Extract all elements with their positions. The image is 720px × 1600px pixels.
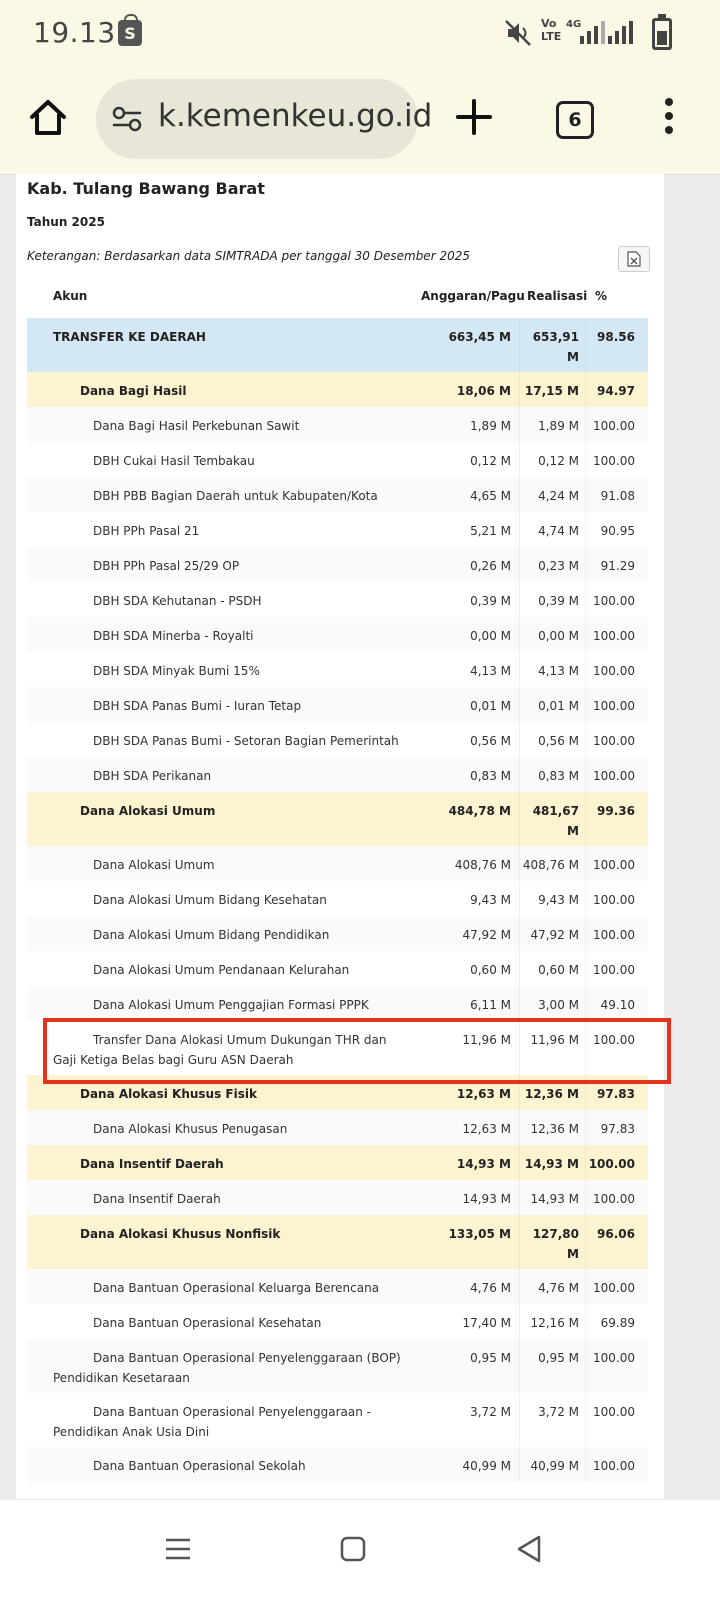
browser-toolbar xyxy=(0,66,720,175)
status-bar xyxy=(0,0,720,66)
header-account: Akun xyxy=(53,289,88,303)
account-name: DBH PPh Pasal 21 xyxy=(93,524,200,538)
percent-value: 100.00 xyxy=(593,1033,635,1047)
column-divider xyxy=(519,1269,520,1304)
percent-value: 100.00 xyxy=(593,1459,635,1473)
table-group-row xyxy=(27,372,648,407)
realization-value: 0,60 M xyxy=(538,963,579,977)
content-card xyxy=(16,174,664,1499)
column-divider xyxy=(519,1180,520,1215)
realization-value: 127,80 M xyxy=(532,1227,579,1261)
realization-value: 0,12 M xyxy=(538,454,579,468)
column-divider xyxy=(519,916,520,951)
excel-file-icon xyxy=(627,251,641,267)
volte-icon xyxy=(541,17,561,43)
budget-value: 4,13 M xyxy=(470,664,511,678)
highlight-box xyxy=(43,1018,671,1084)
realization-value: 12,16 M xyxy=(530,1316,579,1330)
percent-value: 96.06 xyxy=(597,1227,635,1241)
account-name: Dana Bantuan Operasional Penyelenggaraan (BOP) Pendidikan Kesetaraan xyxy=(53,1351,401,1385)
percent-value: 100.00 xyxy=(593,664,635,678)
column-divider xyxy=(519,722,520,757)
column-divider xyxy=(519,407,520,442)
mute-icon xyxy=(503,18,533,48)
budget-value: 663,45 M xyxy=(448,330,511,344)
home-icon[interactable] xyxy=(28,98,68,138)
budget-value: 4,76 M xyxy=(470,1281,511,1295)
table-row xyxy=(27,547,648,582)
table-group-row xyxy=(27,1215,648,1269)
account-name: Dana Alokasi Umum xyxy=(93,858,215,872)
column-divider xyxy=(585,951,586,986)
realization-value: 47,92 M xyxy=(530,928,579,942)
column-divider xyxy=(585,407,586,442)
volte-label-bottom: LTE xyxy=(541,30,562,43)
column-divider xyxy=(519,1447,520,1482)
realization-value: 0,95 M xyxy=(538,1351,579,1365)
column-divider xyxy=(585,986,586,1021)
percent-value: 100.00 xyxy=(593,1351,635,1365)
budget-value: 0,26 M xyxy=(470,559,511,573)
account-name: DBH SDA Minyak Bumi 15% xyxy=(93,664,260,678)
column-divider xyxy=(585,1180,586,1215)
column-divider xyxy=(519,652,520,687)
budget-value: 0,01 M xyxy=(470,699,511,713)
budget-table xyxy=(27,318,648,1482)
budget-value: 12,63 M xyxy=(456,1087,511,1101)
percent-value: 98.56 xyxy=(597,330,635,344)
percent-value: 69.89 xyxy=(600,1316,635,1330)
column-divider xyxy=(585,881,586,916)
account-name: Dana Alokasi Khusus Nonfisik xyxy=(80,1227,281,1241)
percent-value: 100.00 xyxy=(593,1281,635,1295)
column-divider xyxy=(519,986,520,1021)
column-divider xyxy=(585,757,586,792)
budget-value: 0,39 M xyxy=(470,594,511,608)
table-row xyxy=(27,1339,648,1393)
account-name: DBH SDA Panas Bumi - Setoran Bagian Pemerintah xyxy=(93,734,399,748)
column-divider xyxy=(519,687,520,722)
realization-value: 0,56 M xyxy=(538,734,579,748)
column-divider xyxy=(519,846,520,881)
realization-value: 12,36 M xyxy=(524,1087,579,1101)
recent-apps-icon[interactable] xyxy=(165,1536,191,1562)
realization-value: 4,13 M xyxy=(538,664,579,678)
table-row xyxy=(27,582,648,617)
column-divider xyxy=(519,1145,520,1180)
account-name: Dana Insentif Daerah xyxy=(80,1157,224,1171)
table-row xyxy=(27,1269,648,1304)
realization-value: 408,76 M xyxy=(522,858,579,872)
account-name: DBH PPh Pasal 25/29 OP xyxy=(93,559,240,573)
budget-value: 11,96 M xyxy=(462,1033,511,1047)
table-row xyxy=(27,1393,648,1447)
percent-value: 100.00 xyxy=(593,893,635,907)
account-name: DBH Cukai Hasil Tembakau xyxy=(93,454,255,468)
realization-value: 14,93 M xyxy=(530,1192,579,1206)
column-divider xyxy=(519,1339,520,1393)
table-row xyxy=(27,916,648,951)
system-navigation-bar xyxy=(0,1500,720,1600)
table-row xyxy=(27,512,648,547)
column-divider xyxy=(585,1269,586,1304)
budget-value: 3,72 M xyxy=(470,1405,511,1419)
address-bar[interactable] xyxy=(96,79,433,159)
realization-value: 0,01 M xyxy=(538,699,579,713)
account-name: Dana Bantuan Operasional Kesehatan xyxy=(93,1316,322,1330)
page-title: Kab. Tulang Bawang Barat xyxy=(27,179,265,198)
column-divider xyxy=(585,846,586,881)
percent-value: 100.00 xyxy=(588,1157,635,1171)
table-row xyxy=(27,652,648,687)
realization-value: 17,15 M xyxy=(524,384,579,398)
budget-value: 0,95 M xyxy=(470,1351,511,1365)
table-row xyxy=(27,757,648,792)
tab-switcher-button[interactable]: 6 xyxy=(556,101,594,139)
column-divider xyxy=(585,722,586,757)
percent-value: 100.00 xyxy=(593,963,635,977)
budget-value: 6,11 M xyxy=(470,998,511,1012)
table-row xyxy=(27,722,648,757)
network-type: 4G xyxy=(566,19,582,30)
column-divider xyxy=(585,916,586,951)
column-divider xyxy=(585,1393,586,1447)
account-name: Dana Alokasi Umum xyxy=(80,804,216,818)
budget-value: 484,78 M xyxy=(448,804,511,818)
column-divider xyxy=(585,442,586,477)
back-icon[interactable] xyxy=(514,1534,544,1564)
realization-value: 11,96 M xyxy=(530,1033,579,1047)
header-budget: Anggaran/Pagu xyxy=(421,289,525,303)
account-name: Dana Bantuan Operasional Sekolah xyxy=(93,1459,306,1473)
percent-value: 99.36 xyxy=(597,804,635,818)
table-row xyxy=(27,1304,648,1339)
realization-value: 0,23 M xyxy=(538,559,579,573)
percent-value: 91.08 xyxy=(600,489,635,503)
page-year: Tahun 2025 xyxy=(27,215,105,229)
budget-value: 408,76 M xyxy=(454,858,511,872)
table-row xyxy=(27,846,648,881)
budget-value: 0,56 M xyxy=(470,734,511,748)
column-divider xyxy=(519,547,520,582)
column-divider xyxy=(519,372,520,407)
account-name: Dana Alokasi Umum Pendanaan Kelurahan xyxy=(93,963,350,977)
table-group-row xyxy=(27,792,648,846)
column-divider xyxy=(519,1304,520,1339)
table-header xyxy=(27,286,648,316)
column-divider xyxy=(519,442,520,477)
column-divider xyxy=(585,652,586,687)
account-name: DBH SDA Kehutanan - PSDH xyxy=(93,594,262,608)
realization-value: 4,74 M xyxy=(538,524,579,538)
column-divider xyxy=(585,1304,586,1339)
account-name: Dana Bagi Hasil Perkebunan Sawit xyxy=(93,419,300,433)
url-text: k.kemenkeu.go.id xyxy=(158,98,433,134)
table-row xyxy=(27,617,648,652)
percent-value: 97.83 xyxy=(597,1087,635,1101)
table-row xyxy=(27,407,648,442)
budget-value: 12,63 M xyxy=(462,1122,511,1136)
budget-value: 14,93 M xyxy=(462,1192,511,1206)
budget-value: 0,60 M xyxy=(470,963,511,977)
percent-value: 49.10 xyxy=(600,998,635,1012)
percent-value: 97.83 xyxy=(600,1122,635,1136)
account-name: Transfer Dana Alokasi Umum Dukungan THR dan Gaji Ketiga Belas bagi Guru ASN Daerah xyxy=(53,1033,387,1067)
percent-value: 100.00 xyxy=(593,629,635,643)
column-divider xyxy=(585,318,586,372)
column-divider xyxy=(519,757,520,792)
export-excel-button[interactable] xyxy=(618,246,650,272)
volte-label-top: Vo xyxy=(541,17,557,30)
column-divider xyxy=(585,1447,586,1482)
realization-value: 653,91 M xyxy=(532,330,579,364)
realization-value: 9,43 M xyxy=(538,893,579,907)
column-divider xyxy=(519,477,520,512)
budget-value: 133,05 M xyxy=(448,1227,511,1241)
budget-value: 0,83 M xyxy=(470,769,511,783)
header-percent: % xyxy=(595,289,608,303)
column-divider xyxy=(519,1110,520,1145)
percent-value: 100.00 xyxy=(593,858,635,872)
table-row xyxy=(27,687,648,722)
more-menu-icon[interactable] xyxy=(664,98,674,138)
column-divider xyxy=(519,792,520,846)
percent-value: 91.29 xyxy=(600,559,635,573)
table-row xyxy=(27,881,648,916)
column-divider xyxy=(519,881,520,916)
home-nav-icon[interactable] xyxy=(340,1536,366,1562)
account-name: Dana Bantuan Operasional Keluarga Berencana xyxy=(93,1281,380,1295)
table-total-row xyxy=(27,318,648,372)
column-divider xyxy=(585,792,586,846)
budget-value: 9,43 M xyxy=(470,893,511,907)
percent-value: 100.00 xyxy=(593,594,635,608)
table-row xyxy=(27,1180,648,1215)
column-divider xyxy=(519,512,520,547)
column-divider xyxy=(519,1215,520,1269)
percent-value: 100.00 xyxy=(593,454,635,468)
column-divider xyxy=(585,1145,586,1180)
page-note: Keterangan: Berdasarkan data SIMTRADA per tanggal 30 Desember 2025 xyxy=(27,249,470,263)
realization-value: 1,89 M xyxy=(538,419,579,433)
table-row xyxy=(27,477,648,512)
battery-icon xyxy=(652,18,672,50)
budget-value: 0,00 M xyxy=(470,629,511,643)
column-divider xyxy=(585,372,586,407)
percent-value: 100.00 xyxy=(593,419,635,433)
budget-value: 17,40 M xyxy=(462,1316,511,1330)
budget-value: 5,21 M xyxy=(470,524,511,538)
percent-value: 100.00 xyxy=(593,734,635,748)
column-divider xyxy=(585,477,586,512)
account-name: Dana Alokasi Umum Penggajian Formasi PPPK xyxy=(93,998,369,1012)
column-divider xyxy=(585,1339,586,1393)
percent-value: 100.00 xyxy=(593,1405,635,1419)
budget-value: 1,89 M xyxy=(470,419,511,433)
status-time: 19.13 xyxy=(33,16,116,49)
realization-value: 481,67 M xyxy=(532,804,579,838)
table-row xyxy=(27,986,648,1021)
table-row xyxy=(27,951,648,986)
column-divider xyxy=(585,512,586,547)
shopping-bag-icon: S xyxy=(118,20,142,46)
budget-value: 18,06 M xyxy=(456,384,511,398)
percent-value: 100.00 xyxy=(593,1192,635,1206)
percent-value: 100.00 xyxy=(593,699,635,713)
column-divider xyxy=(585,582,586,617)
account-name: Dana Alokasi Umum Bidang Kesehatan xyxy=(93,893,327,907)
realization-value: 4,76 M xyxy=(538,1281,579,1295)
account-name: DBH SDA Panas Bumi - Iuran Tetap xyxy=(93,699,302,713)
budget-value: 0,12 M xyxy=(470,454,511,468)
column-divider xyxy=(519,951,520,986)
column-divider xyxy=(585,687,586,722)
account-name: DBH PBB Bagian Daerah untuk Kabupaten/Kota xyxy=(93,489,378,503)
percent-value: 100.00 xyxy=(593,928,635,942)
budget-value: 47,92 M xyxy=(462,928,511,942)
column-divider xyxy=(519,318,520,372)
header-realization: Realisasi xyxy=(527,289,588,303)
realization-value: 0,00 M xyxy=(538,629,579,643)
percent-value: 94.97 xyxy=(597,384,635,398)
percent-value: 100.00 xyxy=(593,769,635,783)
table-row xyxy=(27,1447,648,1482)
account-name: DBH SDA Minerba - Royalti xyxy=(93,629,254,643)
realization-value: 4,24 M xyxy=(538,489,579,503)
account-name: Dana Bagi Hasil xyxy=(80,384,187,398)
realization-value: 14,93 M xyxy=(524,1157,579,1171)
account-name: Dana Bantuan Operasional Penyelenggaraan - Pendidikan Anak Usia Dini xyxy=(53,1405,371,1439)
realization-value: 40,99 M xyxy=(530,1459,579,1473)
site-settings-icon[interactable] xyxy=(112,106,142,132)
table-row xyxy=(27,442,648,477)
account-name: Dana Alokasi Umum Bidang Pendidikan xyxy=(93,928,330,942)
column-divider xyxy=(585,1215,586,1269)
account-name: TRANSFER KE DAERAH xyxy=(53,330,206,344)
realization-value: 3,72 M xyxy=(538,1405,579,1419)
realization-value: 0,39 M xyxy=(538,594,579,608)
column-divider xyxy=(585,1110,586,1145)
table-group-row xyxy=(27,1145,648,1180)
signal-strength-2-icon xyxy=(606,20,638,44)
percent-value: 90.95 xyxy=(600,524,635,538)
column-divider xyxy=(519,1393,520,1447)
account-name: Dana Alokasi Khusus Fisik xyxy=(80,1087,257,1101)
account-name: Dana Insentif Daerah xyxy=(93,1192,221,1206)
realization-value: 12,36 M xyxy=(530,1122,579,1136)
column-divider xyxy=(519,582,520,617)
column-divider xyxy=(585,547,586,582)
account-name: DBH SDA Perikanan xyxy=(93,769,212,783)
budget-value: 40,99 M xyxy=(462,1459,511,1473)
budget-value: 14,93 M xyxy=(456,1157,511,1171)
new-tab-icon[interactable] xyxy=(455,98,493,136)
budget-value: 4,65 M xyxy=(470,489,511,503)
column-divider xyxy=(519,617,520,652)
realization-value: 0,83 M xyxy=(538,769,579,783)
realization-value: 3,00 M xyxy=(538,998,579,1012)
column-divider xyxy=(585,617,586,652)
account-name: Dana Alokasi Khusus Penugasan xyxy=(93,1122,288,1136)
table-row xyxy=(27,1110,648,1145)
